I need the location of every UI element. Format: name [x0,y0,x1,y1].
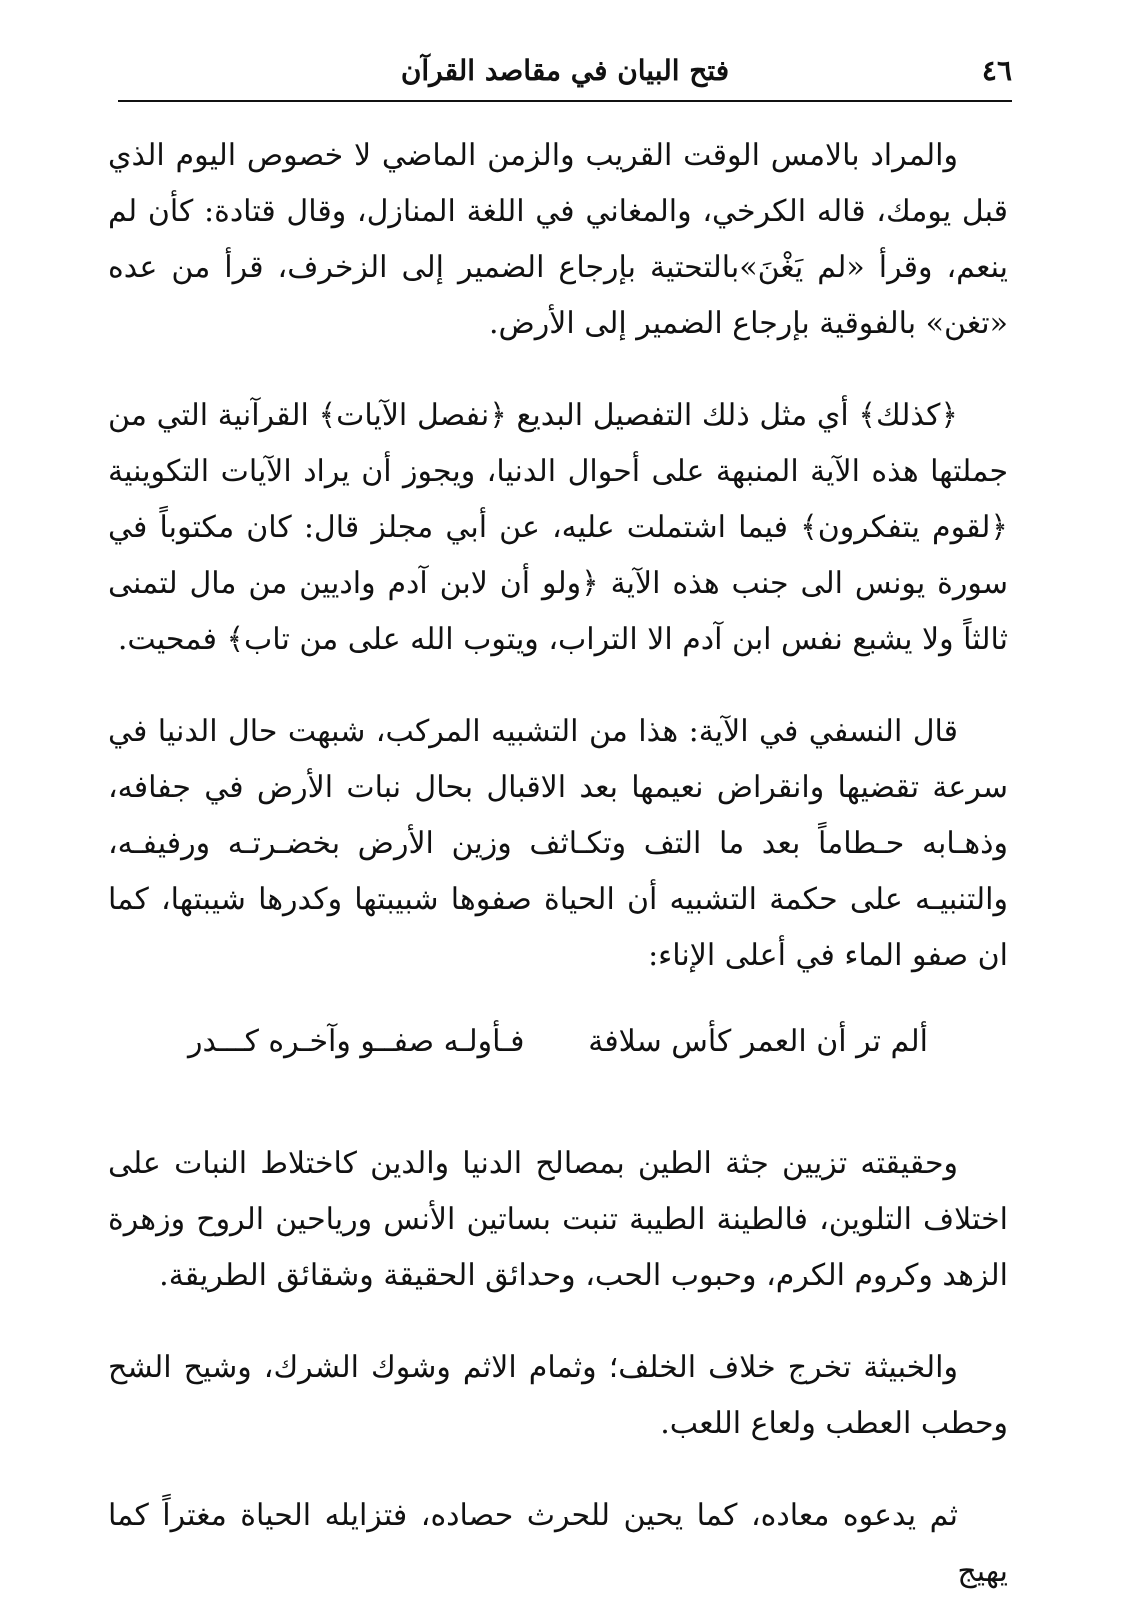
paragraph: والمراد بالامس الوقت القريب والزمن الماضي لا خصوص اليوم الذي قبل يومك، قاله الكرخي، والمغاني في اللغة المنازل، وقال قتادة: كأن لم ينعم، وقرأ «لم يَغْنَ»بالتحتية بإرجاع الضمير إلى الزخرف، قرأ من عده «تغن» بالفوقية بإرجاع الضمير إلى الأرض. [108,138,1008,341]
paragraph-gap [108,352,1008,388]
paragraph: والخبيثة تخرج خلاف الخلف؛ وثمام الاثم وشوك الشرك، وشيح الشح وحطب العطب ولعاع اللعب. [108,1350,1008,1441]
poetry-verse [108,1014,1008,1070]
paragraph: قال النسفي في الآية: هذا من التشبيه المركب، شبهت حال الدنيا في سرعة تقضيها وانقراض نعيمها بعد الاقبال بحال نبات الأرض في جفافه، وذهـابه حـطاماً بعد ما التف وتكـاثف وزين الأرض بخضـرتـه ورفيفـه، والتنبيـه على حكمة التشبيه أن الحياة صفوها شبيبتها وكدرها شيبتها، كما ان صفو الماء في أعلى الإناء: [108,714,1008,973]
paragraph: ثم يدعوه معاده، كما يحين للحرث حصاده، فتزايله الحياة مغتراً كما يهيج [108,1498,1008,1589]
paragraph: ﴿كذلك﴾ أي مثل ذلك التفصيل البديع ﴿نفصل الآيات﴾ القرآنية التي من جملتها هذه الآية المنبهة على أحوال الدنيا، ويجوز أن يراد الآيات التكوينية ﴿لقوم يتفكرون﴾ فيما اشتملت عليه، عن أبي مجلز قال: كان مكتوباً في سورة يونس الى جنب هذه الآية ﴿ولو أن لابن آدم واديين من مال لتمنى ثالثاً ولا يشبع نفس ابن آدم الا التراب، ويتوب الله على من تاب﴾ فمحيت. [108,398,1008,657]
paragraph-gap [108,1070,1008,1106]
verse-second-hemistich: فـأولـه صفــو وآخـره كـــدر [188,1024,525,1059]
page-body [108,128,1008,1600]
verse-first-hemistich: ألم تر أن العمر كأس سلافة [588,1024,928,1059]
paragraph-gap [108,1106,1008,1136]
header-rule [118,100,1012,102]
paragraph-gap [108,1452,1008,1488]
page-number: ٤٦ [981,54,1012,87]
running-title: فتح البيان في مقاصد القرآن [400,54,730,87]
paragraph-gap [108,1304,1008,1340]
page-header [118,52,1012,102]
paragraph-gap [108,668,1008,704]
paragraph: وحقيقته تزيين جثة الطين بمصالح الدنيا والدين كاختلاط النبات على اختلاف التلوين، فالطينة الطيبة تنبت بساتين الأنس ورياحين الروح وزهرة الزهد وكروم الكرم، وحبوب الحب، وحدائق الحقيقة وشقائق الطريقة. [108,1146,1008,1293]
paragraph-gap [108,984,1008,1014]
